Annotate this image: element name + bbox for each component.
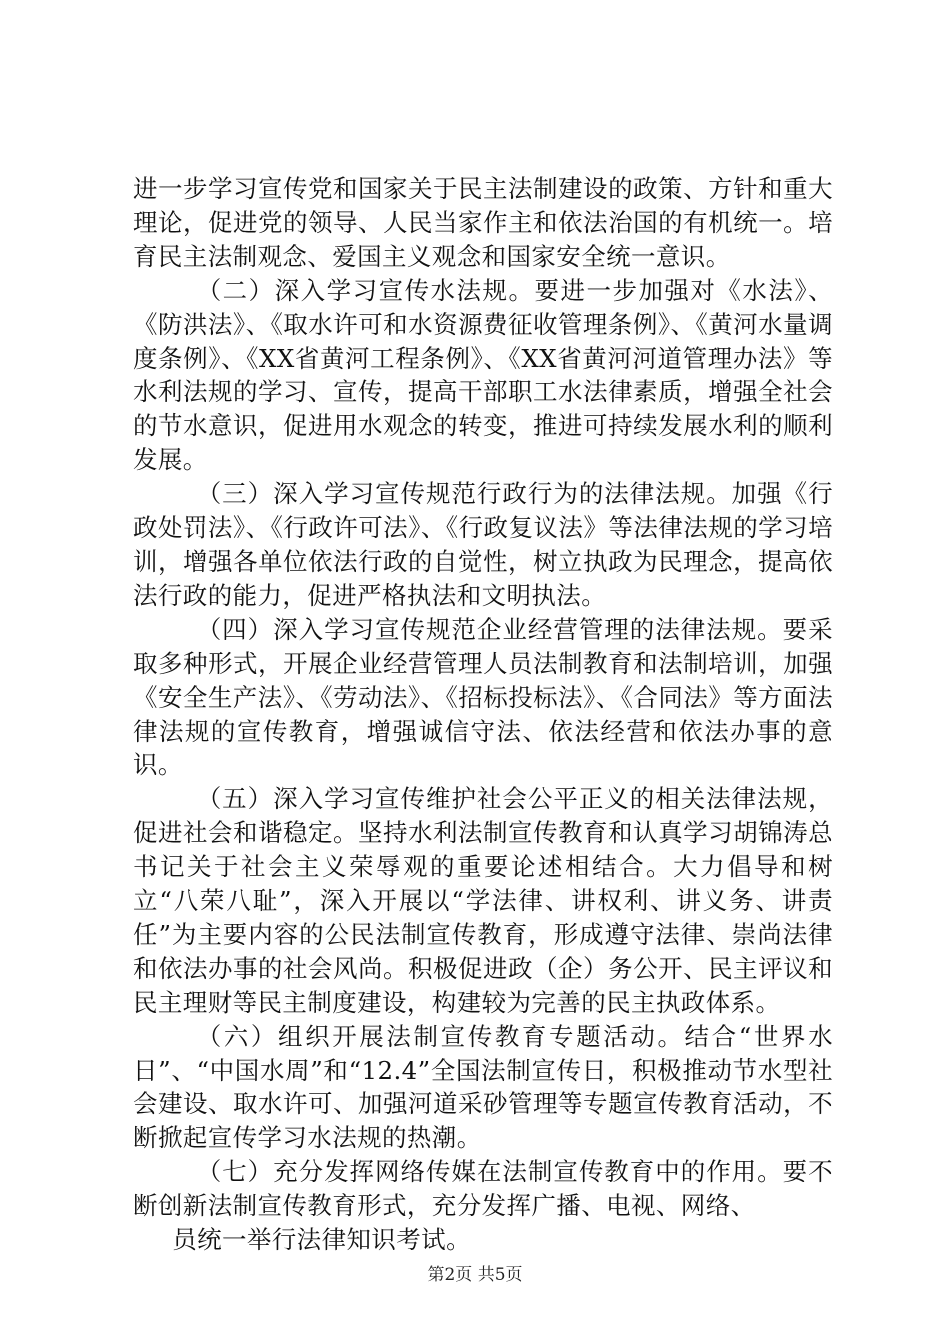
document-body (133, 172, 833, 1257)
paragraph-intro: 进一步学习宣传党和国家关于民主法制建设的政策、方针和重大理论，促进党的领导、人民当家作主和依法治国的有机统一。培育民主法制观念、爱国主义观念和国家安全统一意识。 (133, 174, 833, 271)
paragraph-network-media: （七）充分发挥网络传媒在法制宣传教育中的作用。要不断创新法制宣传教育形式，充分发挥广播、电视、网络、 (133, 1157, 833, 1221)
paragraph-water-law: （二）深入学习宣传水法规。要进一步加强对《水法》、《防洪法》、《取水许可和水资源费征收管理条例》、《黄河水量调度条例》、《XX省黄河工程条例》、《XX省黄河河道管理办法》等水利法规的学习、宣传，提高干部职工水法律素质，增强全社会的节水意识，促进用水观念的转变，推进可持续发展水利的顺利发展。 (133, 275, 833, 475)
paragraph-enterprise-law: （四）深入学习宣传规范企业经营管理的法律法规。要采取多种形式，开展企业经营管理人员法制教育和法制培训，加强《安全生产法》、《劳动法》、《招标投标法》、《合同法》等方面法律法规的宣传教育，增强诚信守法、依法经营和依法办事的意识。 (133, 614, 833, 780)
paragraph-themed-activities: （六）组织开展法制宣传教育专题活动。结合“世界水日”、“中国水周”和“12.4”全国法制宣传日，积极推动节水型社会建设、取水许可、加强河道采砂管理等专题宣传教育活动，不断掀起宣传学习水法规的热潮。 (133, 1021, 833, 1153)
paragraph-administrative-law: （三）深入学习宣传规范行政行为的法律法规。加强《行政处罚法》、《行政许可法》、《行政复议法》等法律法规的学习培训，增强各单位依法行政的自觉性，树立执政为民理念，提高依法行政的能力，促进严格执法和文明执法。 (133, 479, 833, 610)
paragraph-exam-fragment: 员统一举行法律知识考试。 (172, 1225, 471, 1255)
paragraph-social-justice: （五）深入学习宣传维护社会公平正义的相关法律法规，促进社会和谐稳定。坚持水利法制宣传教育和认真学习胡锦涛总书记关于社会主义荣辱观的重要论述相结合。大力倡导和树立“八荣八耻”，深入开展以“学法律、讲权利、讲义务、讲责任”为主要内容的公民法制宣传教育，形成遵守法律、崇尚法律和依法办事的社会风尚。积极促进政（企）务公开、民主评议和民主理财等民主制度建设，构建较为完善的民主执政体系。 (133, 784, 833, 1017)
page-footer: 第2页 共5页 (427, 1265, 523, 1285)
